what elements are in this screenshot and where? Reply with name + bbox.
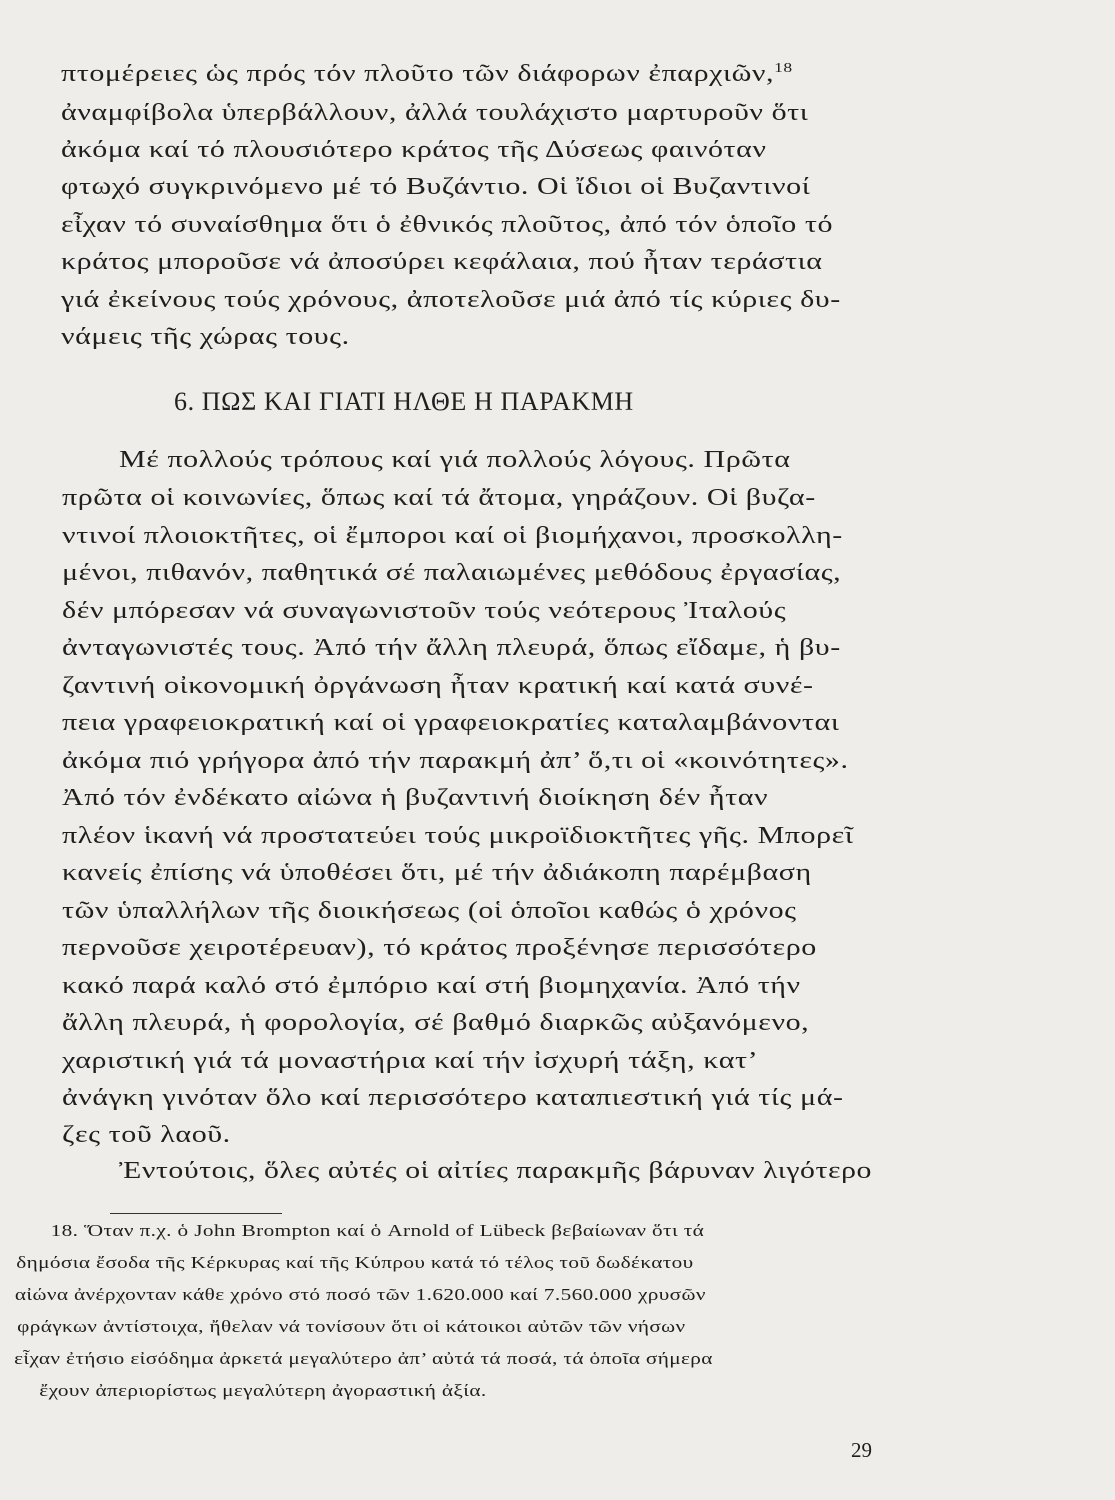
text-line: μένοι, πιθανόν, παθητικά σέ παλαιωμένες μεθόδους ἐργασίας, bbox=[62, 560, 842, 586]
footnote-line: εἶχαν ἐτήσιο εἰσόδημα ἀρκετά μεγαλύτερο ἀπ’ αὐτά τά ποσά, τά ὁποῖα σήμερα bbox=[14, 1349, 713, 1368]
text-line: κακό παρά καλό στό ἐμπόριο καί στή βιομηχανία. Ἀπό τήν bbox=[62, 973, 801, 999]
text-line: φτωχό συγκρινόμενο μέ τό Βυζάντιο. Οἱ ἴδιοι οἱ Βυζαντινοί bbox=[61, 174, 811, 200]
text-line: περνοῦσε χειροτέρευαν), τό κράτος προξένησε περισσότερο bbox=[62, 935, 817, 961]
footnote-line: 18. Ὅταν π.χ. ὁ John Brompton καί ὁ Arnold of Lübeck βεβαίωναν ὅτι τά bbox=[50, 1221, 705, 1240]
text-line: Μέ πολλούς τρόπους καί γιά πολλούς λόγους. Πρῶτα bbox=[119, 447, 791, 473]
text-line: Ἐντούτοις, ὅλες αὐτές οἱ αἰτίες παρακμῆς βάρυναν λιγότερο bbox=[119, 1158, 872, 1184]
text-line: τῶν ὑπαλλήλων τῆς διοικήσεως (οἱ ὁποῖοι καθώς ὁ χρόνος bbox=[62, 898, 797, 924]
text-line: ἀκόμα καί τό πλουσιότερο κράτος τῆς Δύσεως φαινόταν bbox=[61, 137, 767, 163]
footnote-reference: 18 bbox=[774, 61, 793, 76]
text-line: πεια γραφειοκρατική καί οἱ γραφειοκρατίες καταλαμβάνονται bbox=[62, 710, 840, 736]
text-line: πτομέρειες ὡς πρός τόν πλοῦτο τῶν διάφορων ἐπαρχιῶν,$^{18}$ bbox=[61, 61, 793, 87]
text-line: γιά ἐκείνους τούς χρόνους, ἀποτελοῦσε μιά ἀπό τίς κύριες δυ- bbox=[61, 287, 841, 313]
text-line: ντινοί πλοιοκτῆτες, οἱ ἔμποροι καί οἱ βιομήχανοι, προσκολλη- bbox=[62, 523, 843, 549]
section-heading: 6. ΠΩΣ ΚΑΙ ΓΙΑΤΙ ΗΛΘΕ Η ΠΑΡΑΚΜΗ bbox=[174, 387, 634, 416]
text-line: ζαντινή οἰκονομική ὀργάνωση ἦταν κρατική καί κατά συνέ- bbox=[62, 673, 814, 699]
footnote-separator bbox=[110, 1213, 282, 1214]
page-number: 29 bbox=[851, 1438, 872, 1462]
text-line: δέν μπόρεσαν νά συναγωνιστοῦν τούς νεότερους Ἰταλούς bbox=[62, 598, 787, 624]
text-line: ζες τοῦ λαοῦ. bbox=[62, 1122, 231, 1148]
text-line: πρῶτα οἱ κοινωνίες, ὅπως καί τά ἄτομα, γηράζουν. Οἱ βυζα- bbox=[62, 485, 816, 511]
text-line: ἀκόμα πιό γρήγορα ἀπό τήν παρακμή ἀπ’ ὅ,τι οἱ «κοινότητες». bbox=[62, 748, 849, 774]
text-line: κράτος μποροῦσε νά ἀποσύρει κεφάλαια, πού ἦταν τεράστια bbox=[61, 249, 823, 275]
text-line: κανείς ἐπίσης νά ὑποθέσει ὅτι, μέ τήν ἀδιάκοπη παρέμβαση bbox=[62, 860, 812, 886]
footnote-line: αἰώνα ἀνέρχονταν κάθε χρόνο στό ποσό τῶν 1.620.000 καί 7.560.000 χρυσῶν bbox=[14, 1285, 706, 1304]
text-line: χαριστική γιά τά μοναστήρια καί τήν ἰσχυρή τάξη, κατ’ bbox=[62, 1048, 759, 1074]
text-line: ἀνάγκη γινόταν ὅλο καί περισσότερο καταπιεστική γιά τίς μά- bbox=[62, 1085, 844, 1111]
text-line: ἀναμφίβολα ὑπερβάλλουν, ἀλλά τουλάχιστο μαρτυροῦν ὅτι bbox=[61, 100, 809, 126]
text-line: πλέον ἱκανή νά προστατεύει τούς μικροϊδιοκτῆτες γῆς. Μπορεῖ bbox=[62, 823, 854, 849]
footnote-line: φράγκων ἀντίστοιχα, ἤθελαν νά τονίσουν ὅτι οἱ κάτοικοι αὐτῶν τῶν νήσων bbox=[17, 1317, 686, 1336]
text-line: εἶχαν τό συναίσθημα ὅτι ὁ ἐθνικός πλοῦτος, ἀπό τόν ὁποῖο τό bbox=[61, 212, 834, 238]
footnote-line: δημόσια ἔσοδα τῆς Κέρκυρας καί τῆς Κύπρου κατά τό τέλος τοῦ δωδέκατου bbox=[16, 1253, 694, 1272]
text-line: νάμεις τῆς χώρας τους. bbox=[61, 324, 350, 350]
text-line: ἄλλη πλευρά, ἡ φορολογία, σέ βαθμό διαρκῶς αὐξανόμενο, bbox=[62, 1010, 810, 1036]
text-line: Ἀπό τόν ἐνδέκατο αἰώνα ἡ βυζαντινή διοίκηση δέν ἦταν bbox=[62, 785, 769, 811]
footnote-line: ἔχουν ἀπεριορίστως μεγαλύτερη ἀγοραστική ἀξία. bbox=[39, 1381, 487, 1400]
text-line: ἀνταγωνιστές τους. Ἀπό τήν ἄλλη πλευρά, ὅπως εἴδαμε, ἡ βυ- bbox=[62, 635, 841, 661]
